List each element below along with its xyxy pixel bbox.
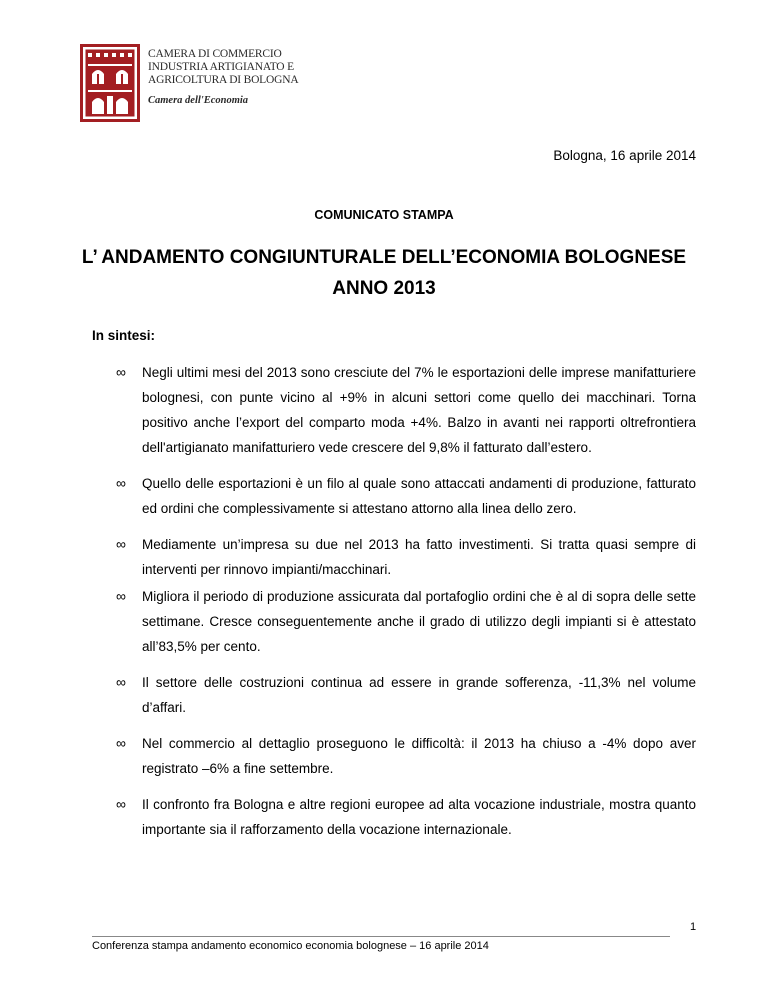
infinity-bullet-icon: ∞ [116, 536, 126, 552]
infinity-bullet-icon: ∞ [116, 364, 126, 380]
title-line-2: ANNO 2013 [332, 278, 436, 299]
logo-subtitle: Camera dell'Economia [148, 95, 249, 106]
infinity-bullet-icon: ∞ [116, 735, 126, 751]
bullet-text: Il confronto fra Bologna e altre regioni europee ad alta vocazione industriale, mostra quanto importante sia il rafforzamento della vocazione internazionale. [142, 797, 696, 837]
list-item [116, 360, 696, 460]
building-emblem-icon [80, 44, 140, 122]
list-item [116, 731, 696, 781]
bullet-text: Migliora il periodo di produzione assicurata dal portafoglio ordini che è al di sopra delle sette settimane. Cresce conseguentemente anche il grado di utilizzo degli impianti si è attestato all’83,5% per cento. [142, 589, 696, 654]
logo-line-2: INDUSTRIA ARTIGIANATO E [148, 61, 294, 73]
infinity-bullet-icon: ∞ [116, 475, 126, 491]
list-item [116, 584, 696, 659]
infinity-bullet-icon: ∞ [116, 588, 126, 604]
document-label: COMUNICATO STAMPA [314, 208, 454, 222]
bullet-text: Mediamente un’impresa su due nel 2013 ha fatto investimenti. Si tratta quasi sempre di interventi per rinnovo impianti/macchinari. [142, 537, 696, 577]
bullet-text: Nel commercio al dettaglio proseguono le difficoltà: il 2013 ha chiuso a -4% dopo aver registrato –6% a fine settembre. [142, 736, 696, 776]
list-item [116, 792, 696, 842]
title-line-1: L’ ANDAMENTO CONGIUNTURALE DELL’ECONOMIA BOLOGNESE [81, 247, 687, 268]
bullet-text: Quello delle esportazioni è un filo al quale sono attaccati andamenti di produzione, fatturato ed ordini che complessivamente si attestano attorno alla linea dello zero. [142, 476, 696, 516]
footer-divider [92, 936, 670, 937]
document-title [0, 242, 768, 304]
bullet-text: Il settore delle costruzioni continua ad essere in grande sofferenza, -11,3% nel volume d’affari. [142, 675, 696, 715]
infinity-bullet-icon: ∞ [116, 674, 126, 690]
logo-line-1: CAMERA DI COMMERCIO [148, 48, 282, 60]
list-item [116, 670, 696, 720]
summary-heading: In sintesi: [92, 328, 156, 343]
bullet-text: Negli ultimi mesi del 2013 sono cresciute del 7% le esportazioni delle imprese manifatturiere bolognesi, con punte vicino al +9% in alcuni settori come quello dei macchinari. Torna positivo anche l’export del comparto moda +4%. Balzo in avanti nei rapporti oltrefrontiera dell'artigianato manifatturiero vede crescere del 9,8% il fatturato dall’estero. [142, 365, 696, 455]
list-item [116, 532, 696, 582]
logo-line-3: AGRICOLTURA DI BOLOGNA [148, 74, 299, 86]
document-date: Bologna, 16 aprile 2014 [553, 148, 696, 163]
infinity-bullet-icon: ∞ [116, 796, 126, 812]
chamber-logo [80, 44, 310, 124]
page-number: 1 [690, 921, 697, 933]
list-item [116, 471, 696, 521]
footer-text: Conferenza stampa andamento economico economia bolognese – 16 aprile 2014 [92, 940, 489, 952]
summary-bullet-list [116, 360, 696, 842]
